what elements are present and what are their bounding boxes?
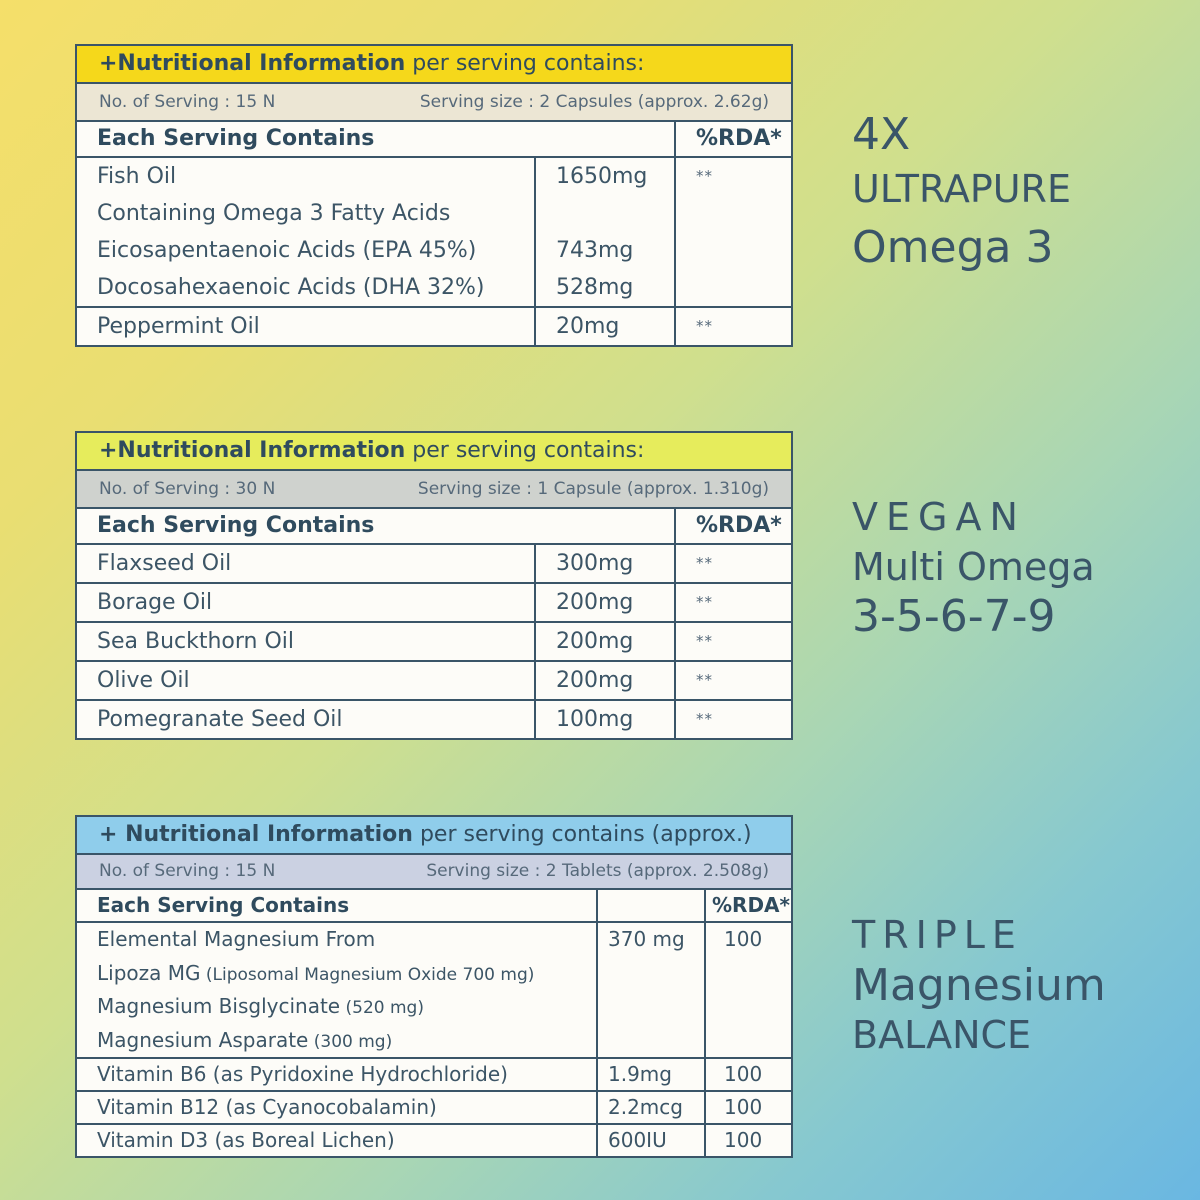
item-rda: 100 — [724, 1062, 763, 1086]
item-amount: 300mg — [556, 551, 634, 576]
item-label — [97, 957, 596, 991]
item-amount — [556, 195, 674, 232]
item-label: Docosahexaenoic Acids (DHA 32%) — [97, 275, 485, 300]
table-row — [77, 622, 791, 661]
table-row — [77, 307, 791, 345]
item-amount: 200mg — [556, 668, 634, 693]
item-label: Peppermint Oil — [97, 314, 260, 339]
col-header-rda: %RDA* — [705, 890, 791, 922]
col-header-rda: %RDA* — [675, 122, 791, 157]
table-header-row — [77, 122, 791, 157]
item-label-note: (520 mg) — [340, 998, 424, 1018]
item-label: Fish Oil — [97, 164, 177, 189]
product-title-line2: Magnesium — [852, 960, 1106, 1011]
nutrition-table — [77, 509, 791, 738]
product-title-line2: ULTRAPURE — [852, 167, 1071, 211]
nutrition-panel-omega3 — [75, 44, 793, 347]
item-label: Vitamin B12 (as Cyanocobalamin) — [97, 1095, 437, 1119]
item-label-note: (Liposomal Magnesium Oxide 700 mg) — [200, 964, 535, 985]
item-amount: 370 mg — [608, 927, 685, 951]
table-row — [77, 661, 791, 700]
item-amount: 528mg — [556, 275, 634, 300]
item-label: Flaxseed Oil — [97, 551, 232, 576]
product-title-line1: TRIPLE — [852, 913, 1023, 957]
product-title-line3: Omega 3 — [852, 222, 1054, 273]
table-row — [77, 583, 791, 622]
item-amount: 1.9mg — [608, 1062, 672, 1086]
item-label: Vitamin B6 (as Pyridoxine Hydrochloride) — [97, 1062, 508, 1086]
item-label: Olive Oil — [97, 668, 190, 693]
item-label-main: Magnesium Bisglycinate — [97, 994, 341, 1018]
product-title-line1: VEGAN — [852, 495, 1026, 539]
panel-header-title: +Nutritional Information — [99, 51, 406, 76]
item-label: Sea Buckthorn Oil — [97, 629, 295, 654]
col-header-rda: %RDA* — [675, 509, 791, 544]
table-row — [77, 922, 791, 1058]
panel-header — [77, 817, 791, 855]
panel-header-rest: per serving contains: — [405, 51, 645, 76]
item-rda: ** — [696, 167, 714, 185]
item-amount: 2.2mcg — [608, 1095, 683, 1119]
servings-count: No. of Serving : 15 N — [99, 861, 276, 881]
item-label — [97, 990, 596, 1024]
item-rda: ** — [696, 710, 714, 728]
servings-count: No. of Serving : 15 N — [99, 92, 276, 112]
table-header-row — [77, 509, 791, 544]
table-header-row — [77, 890, 791, 922]
serving-info — [77, 84, 791, 122]
serving-info — [77, 471, 791, 509]
nutrition-table — [77, 890, 791, 1156]
table-row — [77, 700, 791, 738]
col-header-item: Each Serving Contains — [77, 890, 597, 922]
item-rda: ** — [696, 593, 714, 611]
item-amount: 743mg — [556, 238, 634, 263]
item-label: Eicosapentaenoic Acids (EPA 45%) — [97, 238, 477, 263]
product-title-omega3 — [852, 108, 1071, 280]
item-rda: ** — [696, 554, 714, 572]
col-header-item: Each Serving Contains — [77, 122, 675, 157]
col-header-amount — [597, 890, 705, 922]
item-label: Vitamin D3 (as Boreal Lichen) — [97, 1128, 395, 1152]
product-title-magnesium — [852, 910, 1106, 1058]
serving-size: Serving size : 2 Tablets (approx. 2.508g) — [426, 861, 769, 881]
serving-info — [77, 855, 791, 890]
item-label: Elemental Magnesium From — [97, 927, 376, 951]
nutrition-table — [77, 122, 791, 345]
serving-size: Serving size : 2 Capsules (approx. 2.62g) — [419, 92, 769, 112]
product-title-line3: BALANCE — [852, 1013, 1032, 1057]
item-rda: 100 — [724, 927, 763, 951]
item-rda: 100 — [724, 1128, 763, 1152]
item-amount: 200mg — [556, 629, 634, 654]
panel-header — [77, 433, 791, 471]
panel-header-rest: per serving contains (approx.) — [412, 822, 752, 847]
product-title-vegan-omega — [852, 492, 1095, 642]
col-header-item: Each Serving Contains — [77, 509, 675, 544]
nutrition-panel-magnesium — [75, 815, 793, 1158]
item-label-main: Lipoza MG — [97, 960, 201, 985]
product-title-line3: 3-5-6-7-9 — [852, 591, 1056, 642]
item-amount: 100mg — [556, 707, 634, 732]
item-rda: ** — [696, 671, 714, 689]
item-amount: 200mg — [556, 590, 634, 615]
table-row — [77, 544, 791, 583]
table-row — [77, 157, 791, 307]
servings-count: No. of Serving : 30 N — [99, 479, 276, 499]
serving-size: Serving size : 1 Capsule (approx. 1.310g) — [417, 479, 769, 499]
item-label-main: Magnesium Asparate — [97, 1027, 309, 1052]
table-row — [77, 1124, 791, 1156]
item-label — [97, 1024, 596, 1058]
item-label-note: (300 mg) — [308, 1031, 393, 1052]
product-title-line1: 4X — [852, 109, 911, 160]
panel-header-title: +Nutritional Information — [99, 438, 406, 463]
product-title-line2: Multi Omega — [852, 545, 1095, 589]
item-label: Containing Omega 3 Fatty Acids — [97, 201, 451, 226]
table-row — [77, 1091, 791, 1124]
nutrition-panel-vegan-omega — [75, 431, 793, 740]
item-amount: 20mg — [556, 314, 620, 339]
panel-header — [77, 46, 791, 84]
panel-header-title: + Nutritional Information — [99, 822, 413, 847]
item-rda: ** — [696, 317, 714, 335]
item-label: Pomegranate Seed Oil — [97, 707, 343, 732]
item-rda: 100 — [724, 1095, 763, 1119]
panel-header-rest: per serving contains: — [405, 438, 645, 463]
item-amount: 600IU — [608, 1128, 667, 1152]
item-rda: ** — [696, 632, 714, 650]
table-row — [77, 1058, 791, 1091]
item-label: Borage Oil — [97, 590, 213, 615]
item-amount: 1650mg — [556, 164, 648, 189]
